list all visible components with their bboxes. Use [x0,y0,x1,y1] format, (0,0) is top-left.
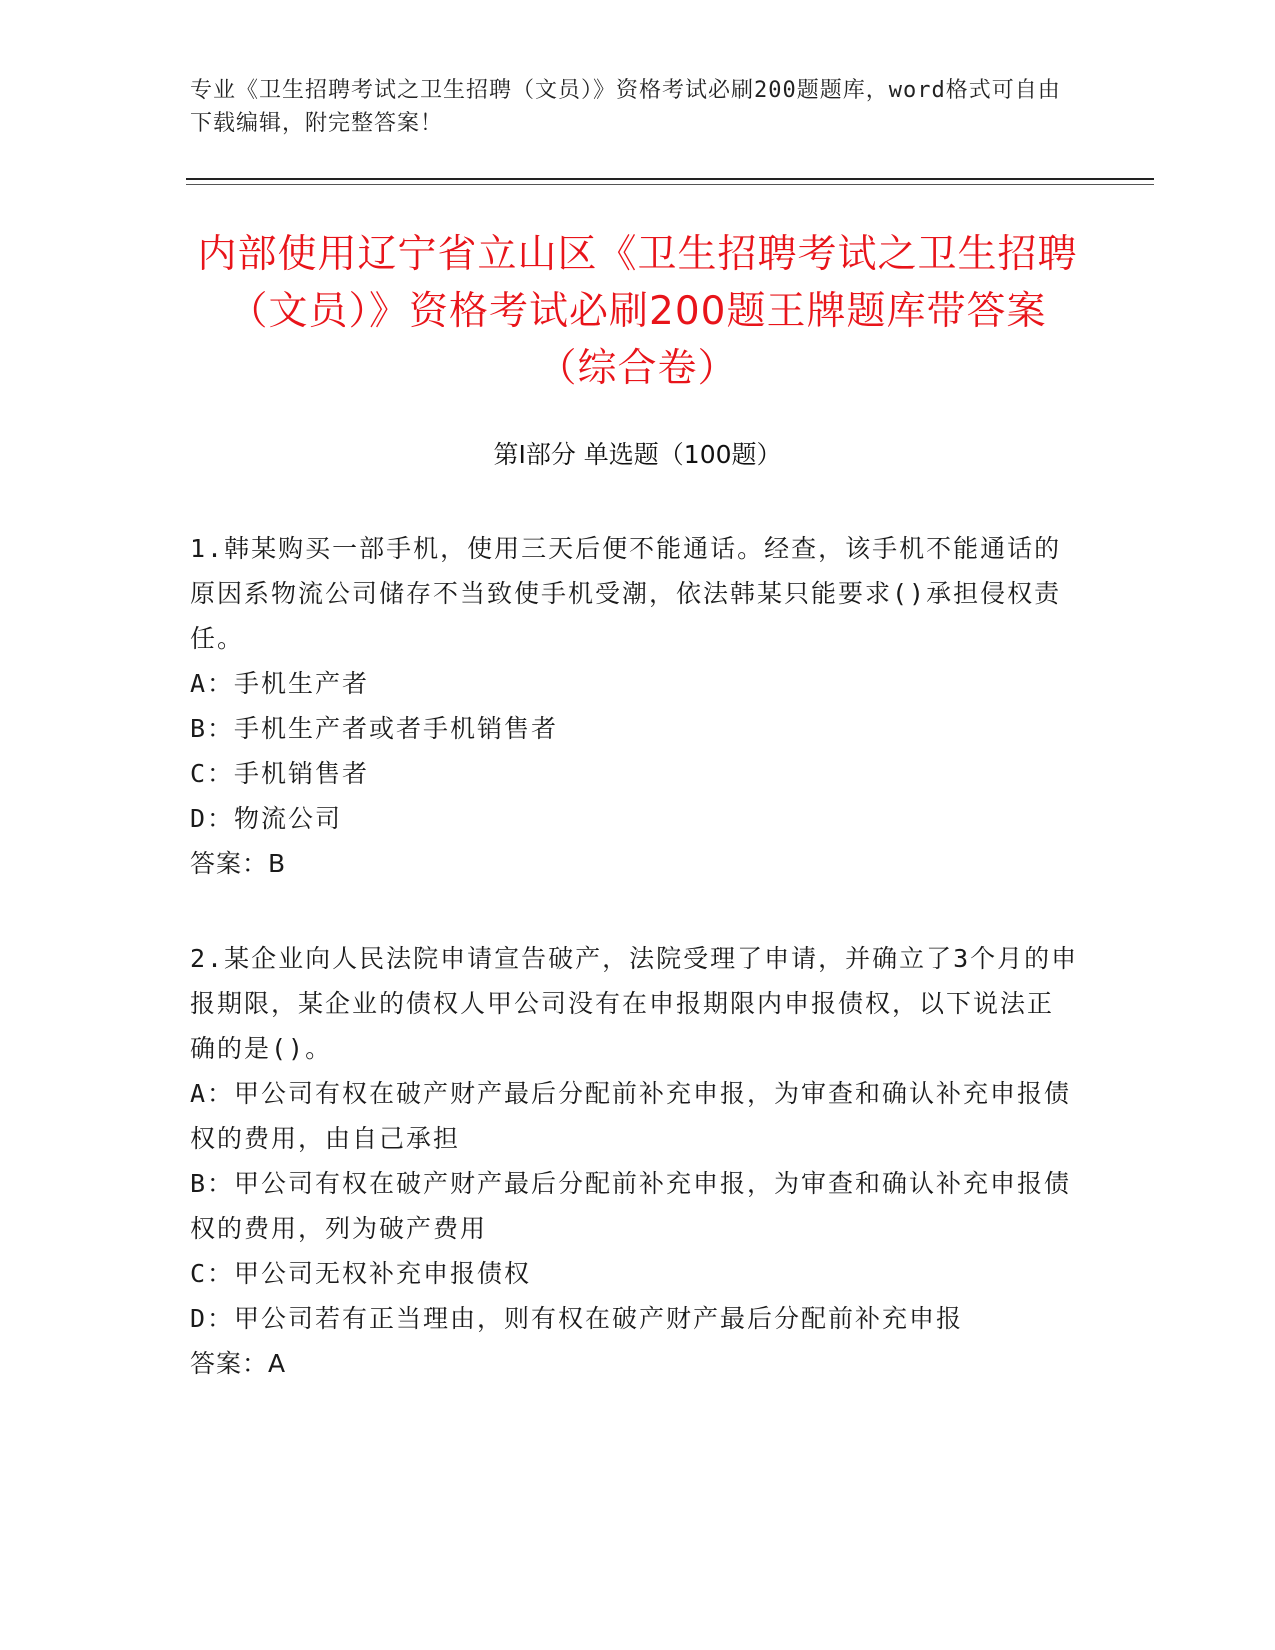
option-a: A：甲公司有权在破产财产最后分配前补充申报，为审查和确认补充申报债权的费用，由自己承担 [190,1079,1072,1153]
option-c: C：甲公司无权补充申报债权 [190,1259,532,1288]
section-title: 第Ⅰ部分 单选题（100题） [493,440,782,469]
option-b: B：甲公司有权在破产财产最后分配前补充申报，为审查和确认补充申报债权的费用，列为破产费用 [190,1169,1072,1243]
header-note: 专业《卫生招聘考试之卫生招聘（文员）》资格考试必刷200题题库，word格式可自由下载编辑，附完整答案！ [190,78,1061,136]
question-stem: 1.韩某购买一部手机，使用三天后便不能通话。经查，该手机不能通话的原因系物流公司储存不当致使手机受潮，依法韩某只能要求()承担侵权责任。 [190,534,1062,653]
option-d: D：物流公司 [190,804,343,833]
option-a: A：手机生产者 [190,669,370,698]
option-b: B：手机生产者或者手机销售者 [190,714,559,743]
document-title: 内部使用辽宁省立山区《卫生招聘考试之卫生招聘（文员）》资格考试必刷200题王牌题库带答案（综合卷） [197,232,1078,391]
question-stem: 2.某企业向人民法院申请宣告破产，法院受理了申请，并确立了3个月的申报期限，某企业的债权人甲公司没有在申报期限内申报债权，以下说法正确的是()。 [190,944,1079,1063]
header-divider-thin [186,184,1154,185]
answer-label: 答案：A [190,1349,287,1378]
option-d: D：甲公司若有正当理由，则有权在破产财产最后分配前补充申报 [190,1304,964,1333]
answer-label: 答案：B [190,849,287,878]
option-c: C：手机销售者 [190,759,370,788]
header-divider-thick [186,178,1154,180]
question-2 [190,936,1080,1386]
question-1 [190,526,1080,886]
